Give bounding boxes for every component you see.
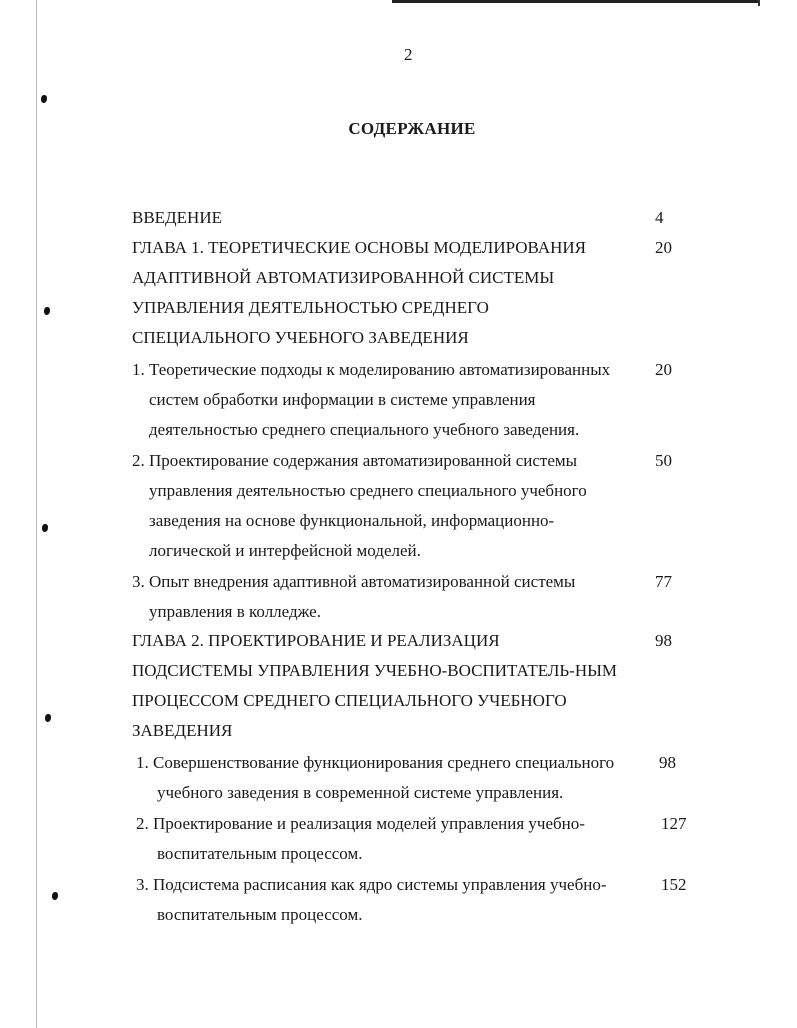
toc-entry-ch1-section2-cont: управления деятельностью среднего специального учебного xyxy=(149,481,587,500)
page-title: СОДЕРЖАНИЕ xyxy=(348,119,476,138)
toc-page-ch1-section3: 77 xyxy=(655,572,672,591)
toc-page-ch2-section2: 127 xyxy=(661,814,687,833)
toc-entry-ch1-section1-cont: деятельностью среднего специального учебного заведения. xyxy=(149,420,580,439)
toc-entry-ch1-section1-cont: систем обработки информации в системе управления xyxy=(149,390,536,409)
scan-edge-mark xyxy=(758,0,760,6)
toc-entry-ch2-section1: 1. Совершенствование функционирования среднего специального xyxy=(136,753,615,772)
toc-page-ch2-section1: 98 xyxy=(659,753,676,772)
toc-entry-chapter1-cont: УПРАВЛЕНИЯ ДЕЯТЕЛЬНОСТЬЮ СРЕДНЕГО xyxy=(132,298,489,317)
scan-speck xyxy=(45,714,51,722)
toc-entry-chapter2-cont: ПОДСИСТЕМЫ УПРАВЛЕНИЯ УЧЕБНО-ВОСПИТАТЕЛЬ-НЫМ xyxy=(132,661,618,680)
scan-speck xyxy=(44,307,50,315)
toc-entry-ch1-section2-cont: заведения на основе функциональной, информационно- xyxy=(149,511,555,530)
toc-page-chapter2: 98 xyxy=(655,631,672,650)
scan-top-rule xyxy=(392,0,760,3)
toc-entry-ch1-section2: 2. Проектирование содержания автоматизированной системы xyxy=(132,451,578,470)
toc-page-chapter1: 20 xyxy=(655,238,672,257)
toc-entry-ch1-section3: 3. Опыт внедрения адаптивной автоматизированной системы xyxy=(132,572,576,591)
toc-entry-ch1-section1: 1. Теоретические подходы к моделированию автоматизированных xyxy=(132,360,611,379)
toc-entry-chapter1: ГЛАВА 1. ТЕОРЕТИЧЕСКИЕ ОСНОВЫ МОДЕЛИРОВАНИЯ xyxy=(132,238,586,257)
toc-page-ch1-section2: 50 xyxy=(655,451,672,470)
toc-page-ch1-section1: 20 xyxy=(655,360,672,379)
toc-entry-ch1-section3-cont: управления в колледже. xyxy=(149,602,321,621)
page-number: 2 xyxy=(404,45,413,64)
scan-speck xyxy=(52,892,58,900)
toc-entry-ch2-section2-cont: воспитательным процессом. xyxy=(157,844,363,863)
toc-page-ch2-section3: 152 xyxy=(661,875,687,894)
toc-entry-ch2-section3-cont: воспитательным процессом. xyxy=(157,905,363,924)
toc-entry-chapter2-cont: ПРОЦЕССОМ СРЕДНЕГО СПЕЦИАЛЬНОГО УЧЕБНОГО xyxy=(132,691,567,710)
toc-entry-intro: ВВЕДЕНИЕ xyxy=(132,208,222,227)
scan-speck xyxy=(41,95,47,103)
toc-entry-ch1-section2-cont: логической и интерфейсной моделей. xyxy=(149,541,421,560)
toc-entry-ch2-section3: 3. Подсистема расписания как ядро системы управления учебно- xyxy=(136,875,607,894)
toc-entry-chapter1-cont: СПЕЦИАЛЬНОГО УЧЕБНОГО ЗАВЕДЕНИЯ xyxy=(132,328,469,347)
toc-entry-ch2-section1-cont: учебного заведения в современной системе управления. xyxy=(157,783,564,802)
toc-entry-chapter1-cont: АДАПТИВНОЙ АВТОМАТИЗИРОВАННОЙ СИСТЕМЫ xyxy=(132,268,555,287)
toc-entry-chapter2-cont: ЗАВЕДЕНИЯ xyxy=(132,721,233,740)
scan-margin-line xyxy=(36,0,37,1028)
toc-entry-ch2-section2: 2. Проектирование и реализация моделей управления учебно- xyxy=(136,814,585,833)
toc-entry-chapter2: ГЛАВА 2. ПРОЕКТИРОВАНИЕ И РЕАЛИЗАЦИЯ xyxy=(132,631,500,650)
scan-speck xyxy=(42,524,48,532)
toc-page-intro: 4 xyxy=(655,208,664,227)
